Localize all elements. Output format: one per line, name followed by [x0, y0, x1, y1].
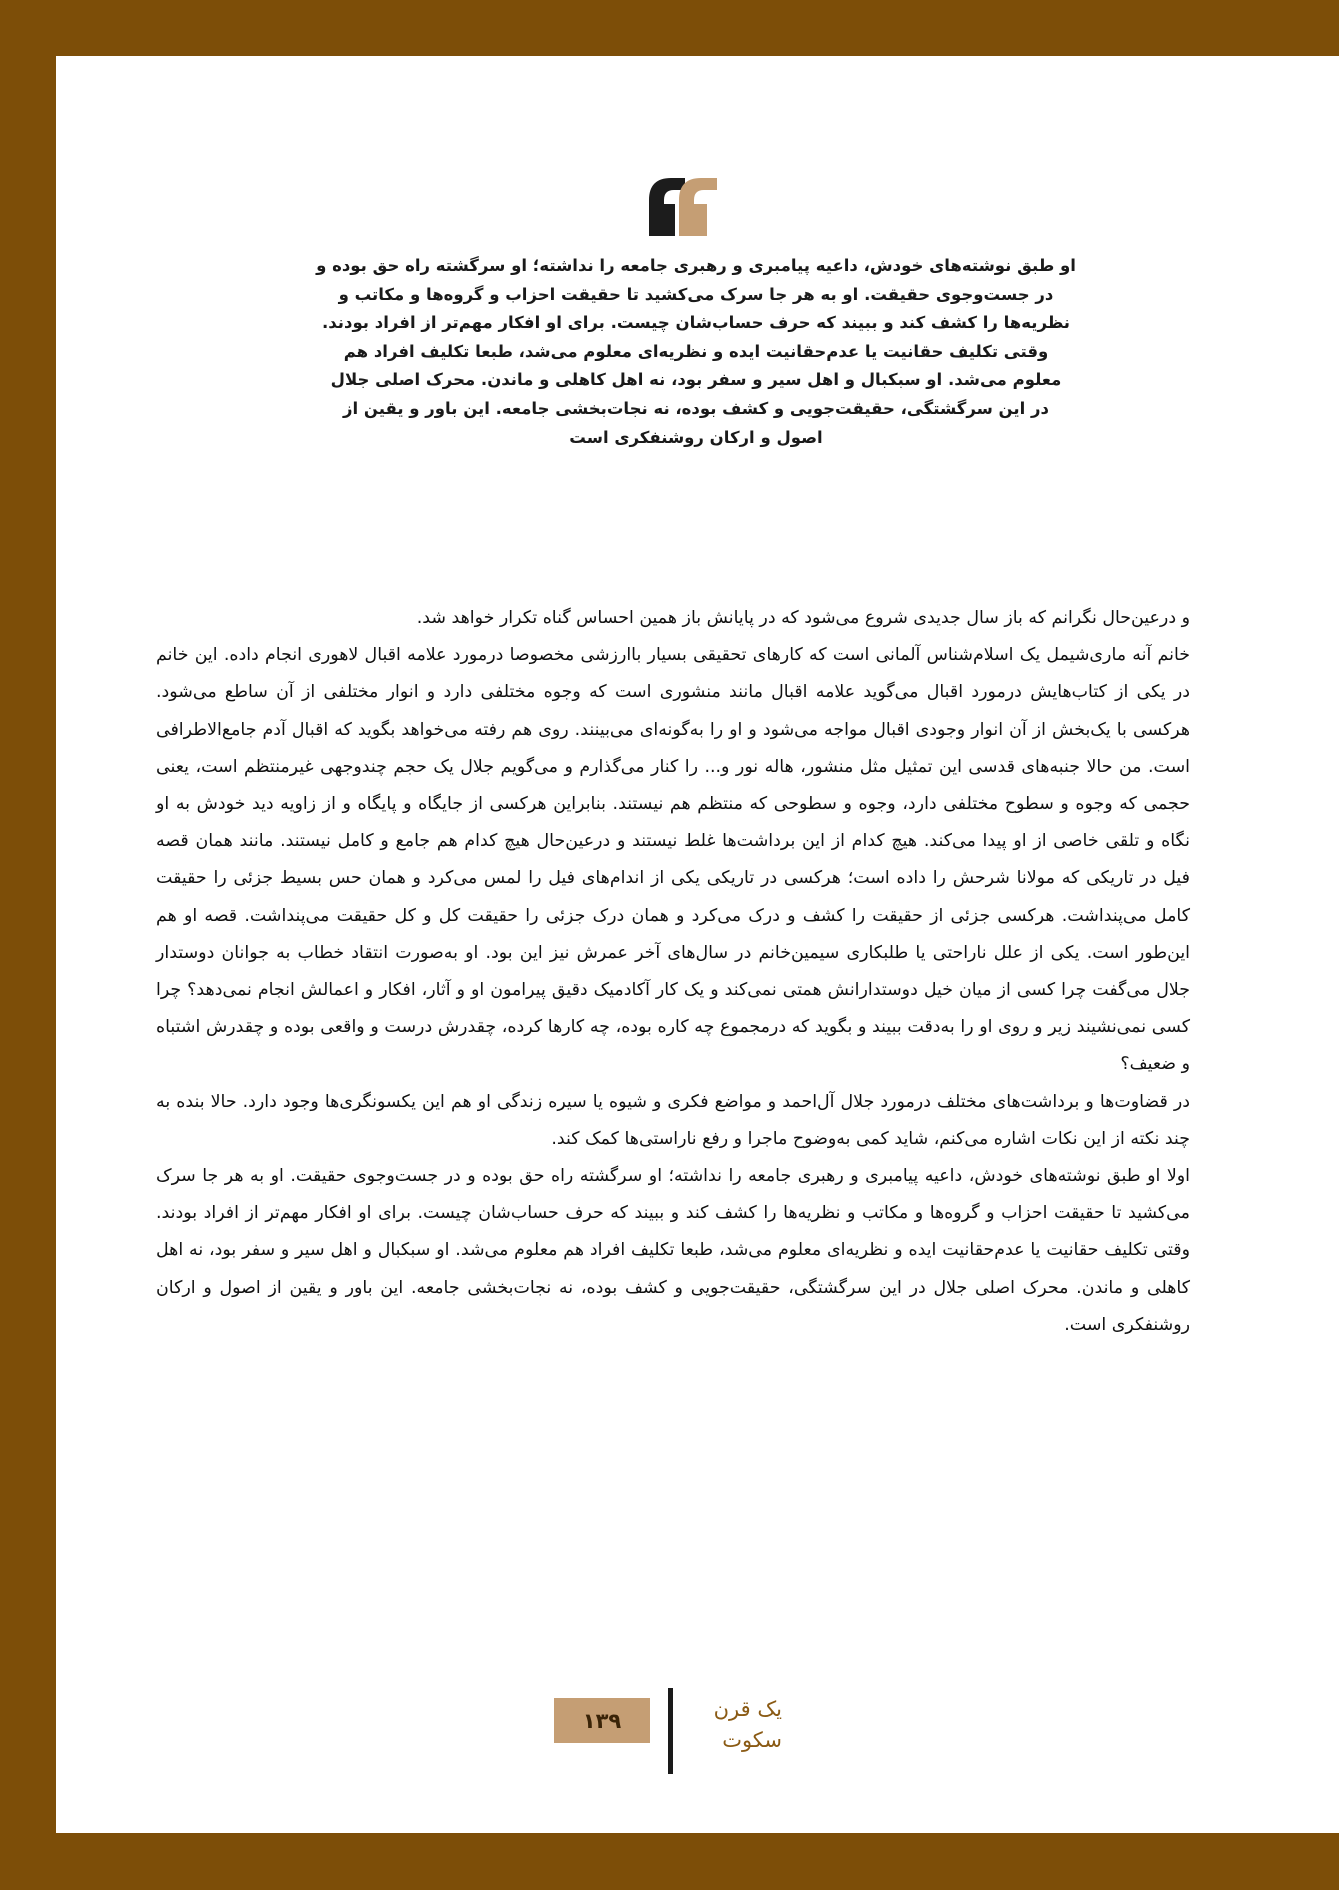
pull-quote-line: در این سرگشتگی، حقیقت‌جویی و کشف بوده، نه نجات‌بخشی جامعه. این باور و یقین از	[343, 398, 1049, 418]
pull-quote-line: معلوم می‌شد. او سبکبال و اهل سیر و سفر بود، نه اهل کاهلی و ماندن. محرک اصلی جلال	[330, 370, 1062, 390]
publication-title	[682, 1694, 782, 1756]
publication-title-line: سکوت	[722, 1728, 782, 1752]
body-paragraph: و درعین‌حال نگرانم که باز سال جدیدی شروع می‌شود که در پایانش باز همین احساس گناه تکرار خواهد شد.	[416, 608, 1190, 628]
pull-quote-line: نظریه‌ها را کشف کند و ببیند که حرف حساب‌شان چیست. برای او افکار مهم‌تر از افراد بودند.	[322, 313, 1070, 333]
article-body	[156, 600, 1190, 1344]
pull-quote-line: در جست‌وجوی حقیقت. او به هر جا سرک می‌کشید تا حقیقت احزاب و گروه‌ها و مکاتب و	[338, 284, 1054, 304]
pull-quote-line: او طبق نوشته‌های خودش، داعیه پیامبری و رهبری جامعه را نداشته؛ او سرگشته راه حق بوده و	[316, 256, 1076, 275]
pull-quote-line: وقتی تکلیف حقانیت یا عدم‌حقانیت ایده و نظریه‌ای معلوم می‌شد، طبعا تکلیف افراد هم	[343, 341, 1049, 361]
body-paragraph: خانم آنه ماری‌شیمل یک اسلام‌شناس آلمانی است که کارهای تحقیقی بسیار باارزشی مخصوصا درمورد علامه اقبال لاهوری انجام داده. این خانم در یکی از کتاب‌هایش درمورد اقبال می‌گوید علامه اقبال مانند منشوری است که وجوه مختلفی دارد و انوار مختلفی از آن ساطع می‌شود. هرکسی با یک‌بخش از آن انوار وجودی اقبال مواجه می‌شود و او را به‌گونه‌ای می‌بینند. روی هم رفته می‌خواهد بگوید که اقبال آدم جامع‌الاطرافی است. من حالا جنبه‌های قدسی این تمثیل مثل منشور، هاله نور و... را کنار می‌گذارم و می‌گویم جلال یک حجم چندوجهی غیرمنتظم است، یعنی حجمی که وجوه و سطوح مختلفی دارد، وجوه و سطوحی که منتظم هم نیستند. بنابراین هرکسی از جایگاه و پایگاه و از زاویه دید خودش به او نگاه و تلقی خاصی از او پیدا می‌کند. هیچ کدام از این برداشت‌ها غلط نیستند و درعین‌حال هیچ کدام هم جامع و کامل نیستند. مانند همان قصه فیل در تاریکی که مولانا شرحش را داده است؛ هرکسی در تاریکی یکی از اندام‌های فیل را لمس می‌کرد و همان حس بسیط جزئی را حقیقت کامل می‌پنداشت. هرکسی جزئی از حقیقت را کشف و درک می‌کرد و همان درک جزئی را حقیقت کل و کل حقیقت می‌پنداشت. قصه او هم این‌طور است. یکی از علل ناراحتی یا طلبکاری سیمین‌خانم در سال‌های آخر عمرش نیز این بود. او به‌صورت انتقاد خطاب به جوانان دوستدار جلال می‌گفت چرا کسی از میان خیل دوستدارانش همتی نمی‌کند و یک کار آکادمیک دقیق پیرامون او و آثار، افکار و اعمالش انجام نمی‌دهد؟ چرا کسی نمی‌نشیند زیر و روی او را به‌دقت ببیند و بگوید که درمجموع چه کاره بوده، چه کارها کرده، چقدرش درست و واقعی بوده و چقدرش اشتباه و ضعیف؟	[156, 645, 1190, 1075]
pull-quote-line: اصول و ارکان روشنفکری است	[569, 427, 823, 447]
publication-title-line: یک قرن	[713, 1697, 782, 1721]
footer-divider	[668, 1688, 673, 1774]
page-number: ۱۳۹	[554, 1698, 650, 1743]
pull-quote	[276, 252, 1116, 452]
page-sheet	[56, 56, 1339, 1833]
body-paragraph: در قضاوت‌ها و برداشت‌های مختلف درمورد جلال آل‌احمد و مواضع فکری و شیوه یا سیره زندگی او هم این یکسونگری‌ها وجود دارد. حالا بنده به چند نکته از این نکات اشاره می‌کنم، شاید کمی به‌وضوح ماجرا و رفع ناراستی‌ها کمک کند.	[156, 1091, 1190, 1149]
quotation-mark-icon	[649, 178, 717, 236]
body-paragraph: اولا او طبق نوشته‌های خودش، داعیه پیامبری و رهبری جامعه را نداشته؛ او سرگشته راه حق بوده و در جست‌وجوی حقیقت. او به هر جا سرک می‌کشید تا حقیقت احزاب و گروه‌ها و مکاتب و نظریه‌ها را کشف کند و ببیند که حرف حساب‌شان چیست. برای او افکار مهم‌تر از افراد بودند. وقتی تکلیف حقانیت یا عدم‌حقانیت ایده و نظریه‌ای معلوم می‌شد، طبعا تکلیف افراد هم معلوم می‌شد. او سبکبال و اهل سیر و سفر بود، نه اهل کاهلی و ماندن. محرک اصلی جلال در این سرگشتگی، حقیقت‌جویی و کشف بوده، نه نجات‌بخشی جامعه. این باور و یقین از اصول و ارکان روشنفکری است.	[156, 1166, 1190, 1335]
